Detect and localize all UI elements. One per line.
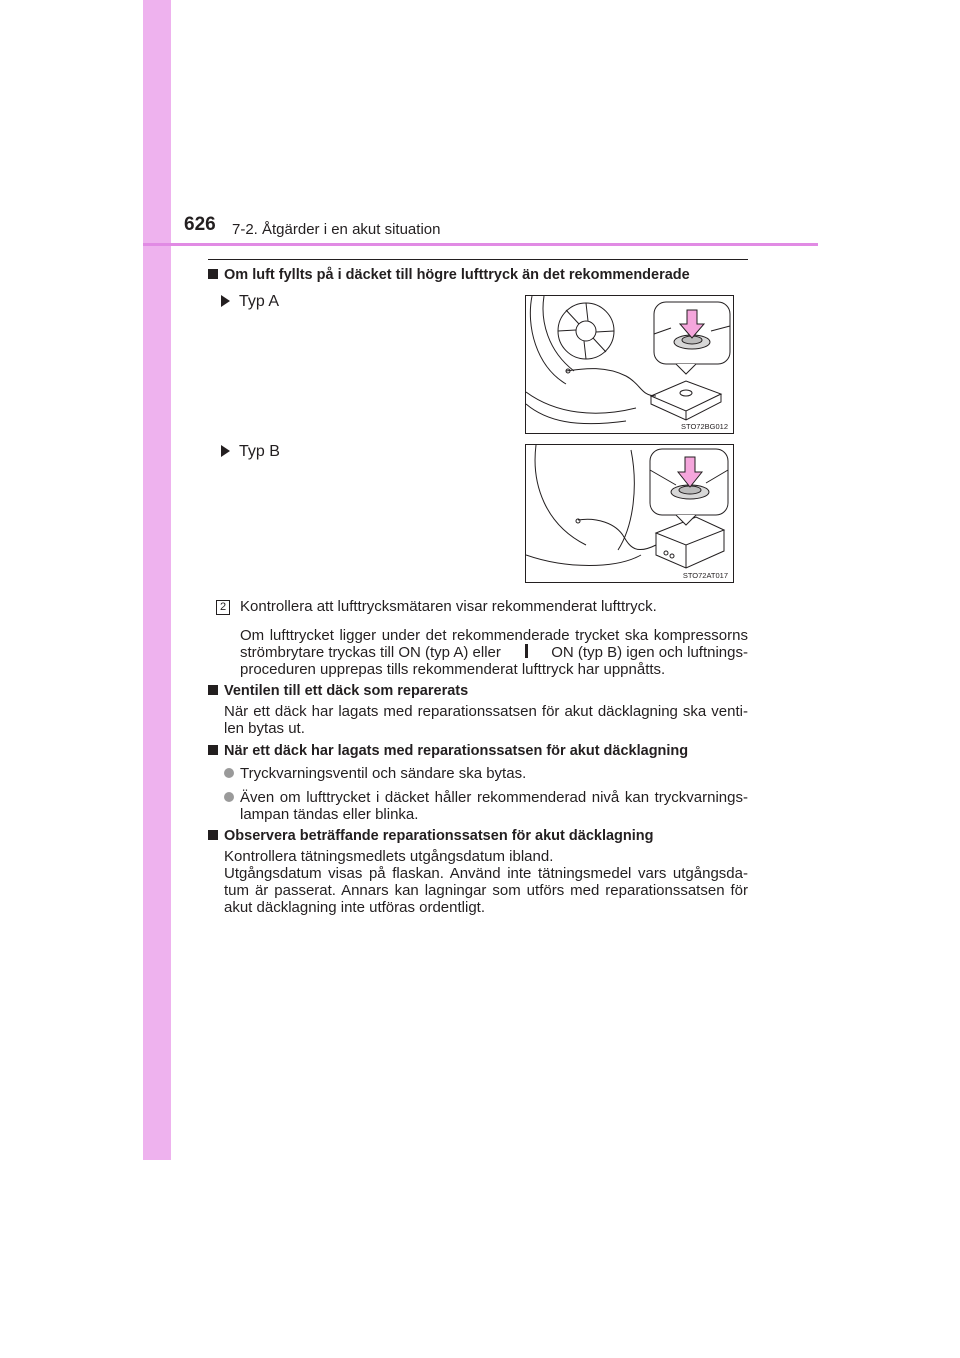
repaired-heading-text: När ett däck har lagats med reparationssatsen för akut däcklagning [224, 743, 689, 759]
repaired-bullet1 [224, 765, 748, 782]
section-rule [208, 259, 748, 260]
square-bullet-icon [208, 745, 218, 755]
valve-heading-text: Ventilen till ett däck som reparerats [224, 683, 469, 699]
header-divider [143, 243, 818, 246]
repaired-bullet2-line1: Även om lufttrycket i däcket håller rekommenderad nivå kan tryckvarnings- [240, 789, 748, 806]
type-b-illustration [525, 444, 734, 583]
type-b-label [221, 443, 280, 461]
repaired-bullet2-marker [224, 789, 240, 806]
step2-text: Kontrollera att lufttrycksmätaren visar rekommenderat lufttryck. [240, 598, 657, 615]
overfill-heading-text: Om luft fyllts på i däcket till högre lufttryck än det rekommenderade [224, 267, 690, 283]
repaired-bullet2-line2: lampan tändas eller blinka. [240, 806, 419, 823]
notice-line3: tum är passerat. Annars kan lagningar som utförs med reparationssatsen för [224, 882, 748, 899]
step2-note-line1: Om lufttrycket ligger under det rekommenderade trycket ska kompressorns [240, 627, 748, 644]
repaired-heading [208, 743, 688, 759]
round-bullet-icon [224, 792, 234, 802]
type-b-label-text: Typ B [239, 443, 280, 460]
step2-note-line2 [240, 644, 748, 661]
tire-compressor-b-drawing [526, 445, 733, 582]
section-side-tab [143, 0, 171, 1160]
valve-line2: len bytas ut. [224, 720, 305, 737]
figure-code-a: STO72BG012 [681, 422, 728, 431]
type-a-label-text: Typ A [239, 293, 280, 310]
square-bullet-icon [208, 269, 218, 279]
step2-note-line2-end: ON (typ B) igen och luftnings- [551, 644, 748, 661]
triangle-marker-icon [221, 445, 230, 457]
overfill-heading [208, 267, 690, 283]
figure-code-b: STO72AT017 [682, 571, 728, 580]
on-symbol-icon [525, 644, 528, 658]
chapter-title: 7-2. Åtgärder i en akut situation [232, 221, 441, 238]
page-number: 626 [184, 214, 216, 235]
type-a-label [221, 293, 279, 311]
triangle-marker-icon [221, 295, 230, 307]
round-bullet-icon [224, 768, 234, 778]
step2-note-line3: proceduren upprepas tills rekommenderat lufttryck har uppnåtts. [240, 661, 666, 678]
notice-line1: Kontrollera tätningsmedlets utgångsdatum ibland. [224, 848, 554, 865]
step2-note-line2-start: strömbrytare tryckas till ON (typ A) eller [240, 644, 501, 661]
notice-heading-text: Observera beträffande reparationssatsen för akut däcklagning [224, 828, 654, 844]
tire-compressor-a-drawing [526, 296, 733, 433]
square-bullet-icon [208, 830, 218, 840]
valve-line1: När ett däck har lagats med reparationssatsen för akut däcklagning ska venti- [224, 703, 748, 720]
square-bullet-icon [208, 685, 218, 695]
notice-line4: akut däcklagning inte utföras ordentligt. [224, 899, 485, 916]
type-a-illustration [525, 295, 734, 434]
repaired-bullet1-text: Tryckvarningsventil och sändare ska bytas. [240, 765, 527, 782]
notice-heading [208, 828, 654, 844]
step-number-box: 2 [216, 600, 230, 615]
valve-heading [208, 683, 468, 699]
notice-line2: Utgångsdatum visas på flaskan. Använd inte tätningsmedel vars utgångsda- [224, 865, 748, 882]
